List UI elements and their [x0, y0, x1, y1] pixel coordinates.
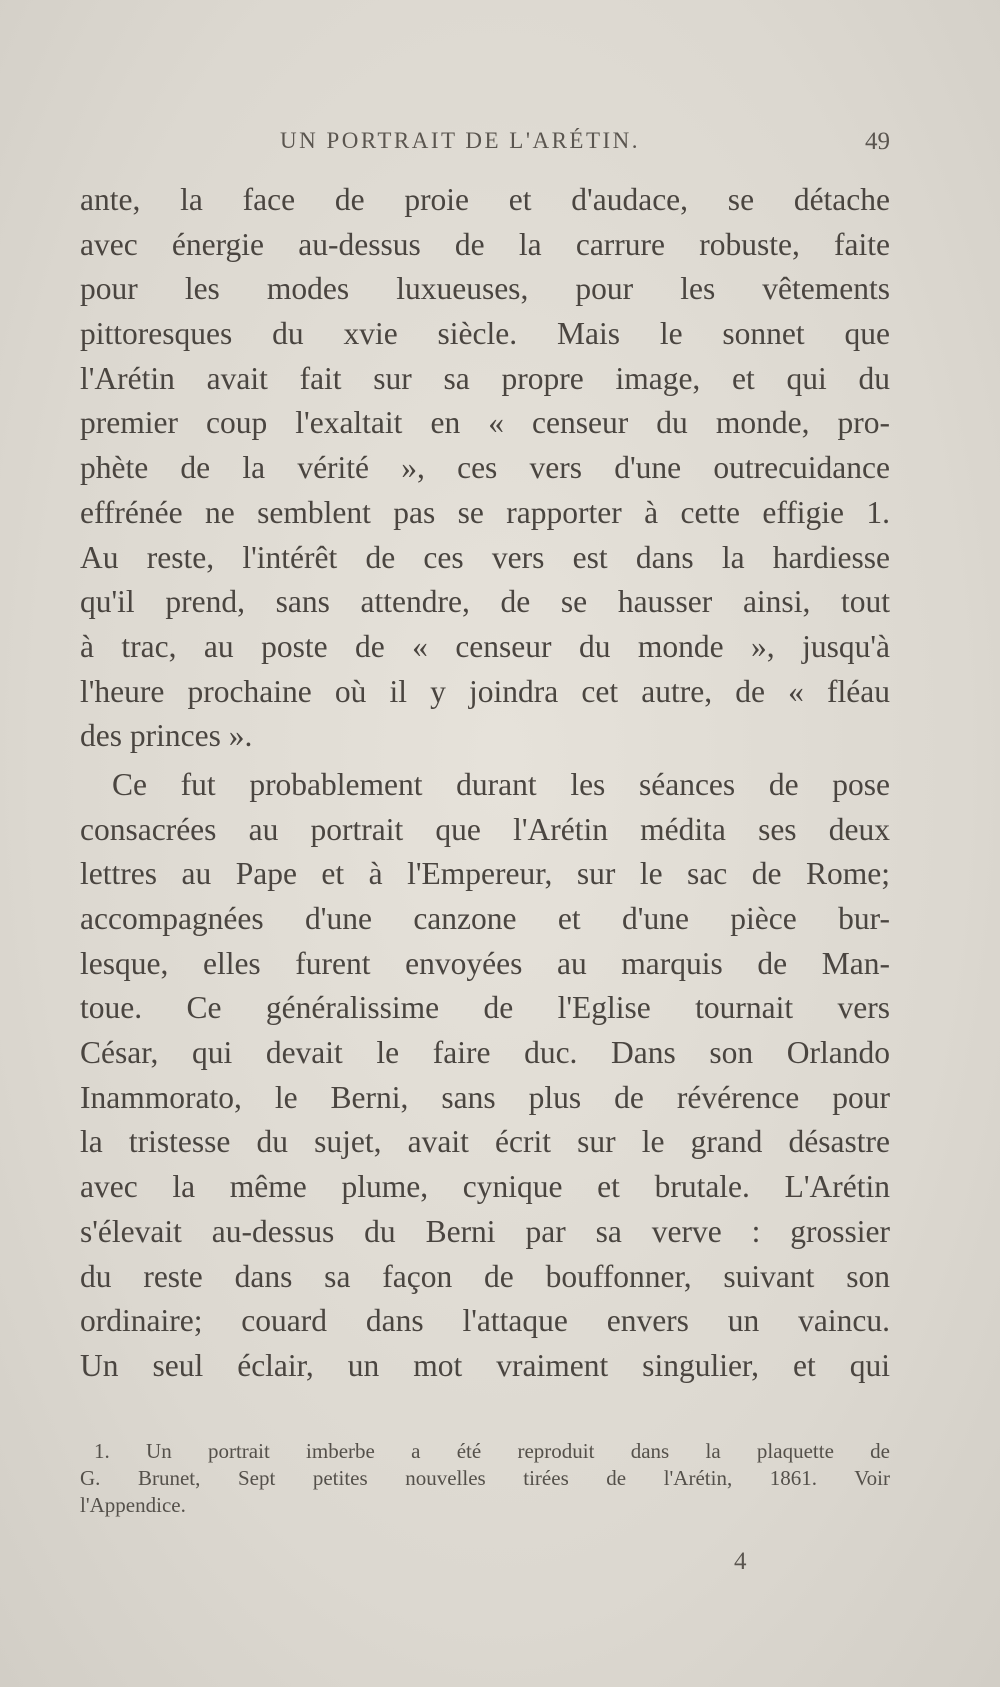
paragraph-1: [80, 178, 890, 759]
text-line: avec énergie au-dessus de la carrure robuste, faite: [80, 226, 890, 262]
footnote-line: G. Brunet, Sept petites nouvelles tirées de l'Arétin, 1861. Voir: [80, 1466, 890, 1490]
text-line: premier coup l'exaltait en « censeur du monde, pro-: [80, 405, 890, 441]
paragraph-2: [80, 763, 890, 1389]
text-line: l'Arétin avait fait sur sa propre image, et qui du: [80, 360, 890, 396]
text-line: la tristesse du sujet, avait écrit sur le grand désastre: [80, 1124, 890, 1160]
text-line: Un seul éclair, un mot vraiment singulier, et qui: [80, 1347, 890, 1383]
text-line: lettres au Pape et à l'Empereur, sur le sac de Rome;: [80, 856, 890, 892]
footnote-line: l'Appendice.: [80, 1493, 186, 1517]
text-line: Inammorato, le Berni, sans plus de révérence pour: [80, 1079, 890, 1115]
footnote: [80, 1438, 890, 1519]
running-title: UN PORTRAIT DE L'ARÉTIN.: [280, 128, 641, 153]
text-line: consacrées au portrait que l'Arétin médita ses deux: [80, 811, 890, 847]
text-line: accompagnées d'une canzone et d'une pièce bur-: [80, 901, 890, 936]
signature-mark: 4: [734, 1548, 747, 1575]
footnote-line: 1. Un portrait imberbe a été reproduit dans la plaquette de: [94, 1439, 890, 1463]
text-line: qu'il prend, sans attendre, de se hausser ainsi, tout: [80, 584, 890, 620]
text-line: phète de la vérité », ces vers d'une outrecuidance: [80, 450, 890, 486]
text-line: pour les modes luxueuses, pour les vêtements: [80, 271, 890, 307]
text-line: à trac, au poste de « censeur du monde », jusqu'à: [80, 628, 890, 664]
text-line: ante, la face de proie et d'audace, se détache: [80, 182, 890, 217]
page-number: 49: [865, 128, 890, 155]
body-text: [80, 178, 890, 1389]
text-line: Au reste, l'intérêt de ces vers est dans la hardiesse: [80, 539, 890, 575]
text-line: pittoresques du xvie siècle. Mais le sonnet que: [80, 316, 890, 352]
text-line: des princes ».: [80, 718, 253, 754]
text-line: Ce fut probablement durant les séances de pose: [112, 766, 890, 802]
text-line: avec la même plume, cynique et brutale. L'Arétin: [80, 1169, 890, 1205]
text-line: effrénée ne semblent pas se rapporter à cette effigie 1.: [80, 494, 890, 530]
page-header: [80, 128, 890, 168]
text-line: lesque, elles furent envoyées au marquis de Man-: [80, 945, 890, 981]
text-line: toue. Ce généralissime de l'Eglise tournait vers: [80, 990, 890, 1026]
text-line: s'élevait au-dessus du Berni par sa verve : grossier: [80, 1213, 890, 1249]
text-line: César, qui devait le faire duc. Dans son Orlando: [80, 1035, 890, 1071]
text-line: ordinaire; couard dans l'attaque envers un vaincu.: [80, 1303, 890, 1339]
text-line: l'heure prochaine où il y joindra cet autre, de « fléau: [80, 673, 890, 709]
text-line: du reste dans sa façon de bouffonner, suivant son: [80, 1258, 890, 1294]
